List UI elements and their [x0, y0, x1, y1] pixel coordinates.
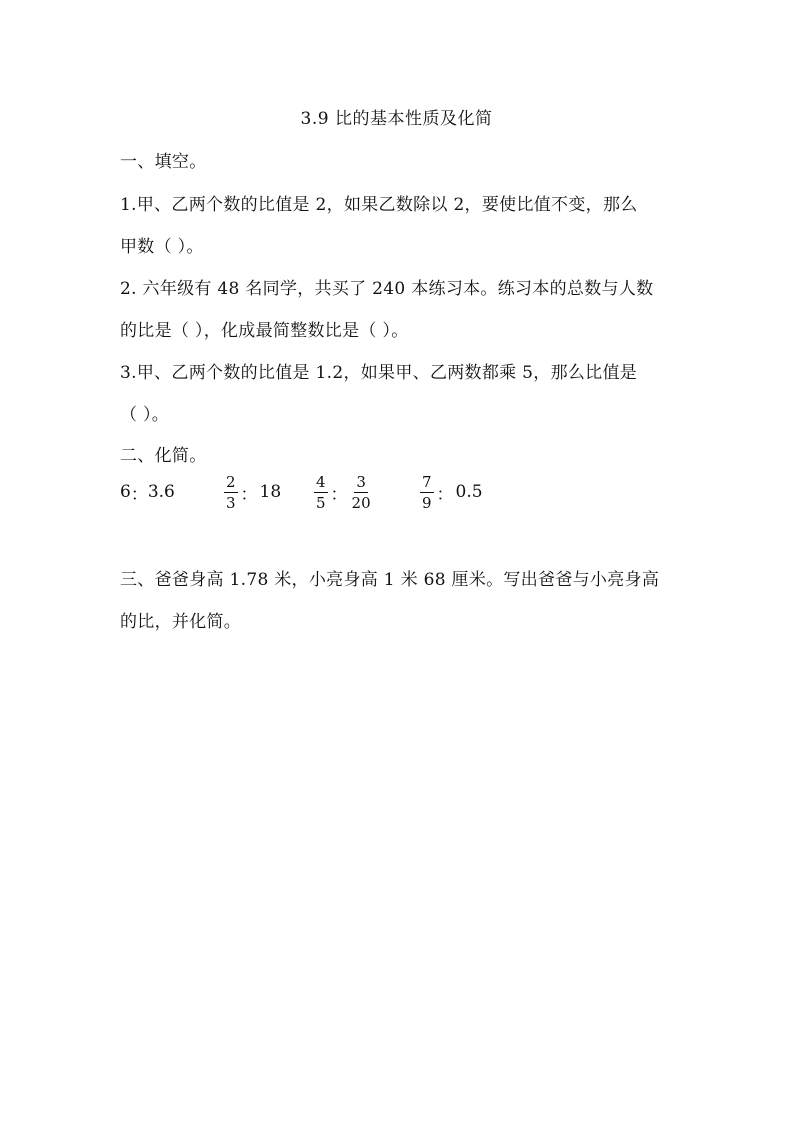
- section-1-heading: 一、填空。: [120, 152, 207, 172]
- simplify-expressions: [120, 470, 680, 514]
- fraction-denominator: 5: [316, 493, 326, 512]
- question-1-line-1: 1.甲、乙两个数的比值是 2，如果乙数除以 2，要使比值不变，那么: [120, 195, 638, 215]
- expression-1: [120, 470, 175, 514]
- expression-4-right: 0.5: [455, 482, 483, 502]
- question-3-line-2: （ ）。: [120, 405, 170, 425]
- section-2-heading: 二、化简。: [120, 446, 207, 466]
- expression-4-fraction: [420, 473, 434, 512]
- expression-2-fraction: [224, 473, 238, 512]
- fraction-numerator: 4: [316, 472, 326, 491]
- fraction-denominator: 3: [226, 493, 236, 512]
- question-2-line-1: 2. 六年级有 48 名同学，共买了 240 本练习本。练习本的总数与人数: [120, 279, 654, 299]
- expression-3-colon: ：: [330, 484, 348, 505]
- expression-2: [224, 470, 281, 514]
- expression-1-colon: ：: [130, 484, 148, 505]
- expression-2-colon: ：: [240, 484, 258, 505]
- question-2-line-2: 的比是（ ），化成最简整数比是（ ）。: [120, 321, 409, 341]
- expression-4: [420, 470, 483, 514]
- page-title: 3.9 比的基本性质及化简: [300, 109, 493, 129]
- expression-2-right: 18: [259, 482, 282, 502]
- section-3-line-2: 的比，并化简。: [120, 612, 242, 632]
- fraction-numerator: 3: [356, 472, 366, 491]
- expression-3: [314, 470, 373, 514]
- fraction-numerator: 7: [422, 472, 432, 491]
- expression-1-right: 3.6: [147, 482, 175, 502]
- question-3-line-1: 3.甲、乙两个数的比值是 1.2，如果甲、乙两数都乘 5，那么比值是: [120, 363, 638, 383]
- question-1-line-2: 甲数（ ）。: [120, 237, 204, 257]
- expression-3-right-fraction: [350, 473, 373, 512]
- section-3-line-1: 三、爸爸身高 1.78 米，小亮身高 1 米 68 厘米。写出爸爸与小亮身高: [120, 570, 660, 590]
- fraction-numerator: 2: [226, 472, 236, 491]
- fraction-denominator: 20: [351, 493, 371, 512]
- expression-1-left: 6: [120, 482, 131, 502]
- expression-3-left-fraction: [314, 473, 328, 512]
- fraction-denominator: 9: [422, 493, 432, 512]
- expression-4-colon: ：: [436, 484, 454, 505]
